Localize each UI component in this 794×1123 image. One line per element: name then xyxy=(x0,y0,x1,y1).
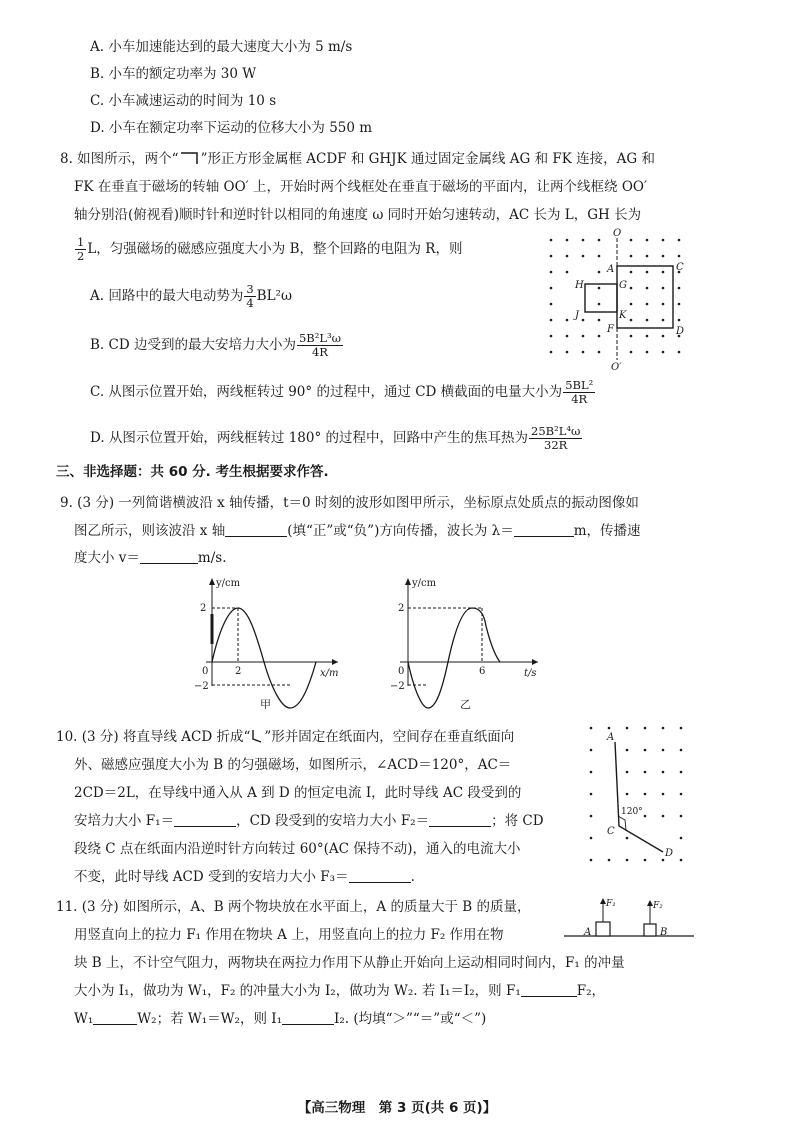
jia-xlabel: x/m xyxy=(320,668,339,679)
wire-label-c: C xyxy=(607,826,615,837)
jia-ylabel: y/cm xyxy=(216,578,241,589)
block-label-b: B xyxy=(660,927,668,938)
q8-option-a: A. 回路中的最大电动势为 $\frac{3}{4}$ BL²ω xyxy=(90,282,292,310)
force-label-f2: F₂ xyxy=(653,901,663,911)
q7-option-a: A. 小车加速能达到的最大速度大小为 5 m/s xyxy=(90,39,353,55)
jia-x-tick: 2 xyxy=(235,666,242,677)
bent-wire-acd xyxy=(615,742,663,852)
q10-wire-figure xyxy=(585,720,690,880)
q10-stem-line3: 2CD＝2L，在导线中通入从 A 到 D 的恒定电流 I，此时导线 AC 段受到的 xyxy=(74,785,522,801)
q8-half-fraction: $\frac{1}{2}$ xyxy=(77,235,85,263)
jia-y-neg: −2 xyxy=(194,681,209,692)
label-k: K xyxy=(619,310,627,321)
q10-stem-line5: 段绕 C 点在纸面内沿逆时针方向转过 60°(AC 保持不动)，通入的电流大小 xyxy=(74,841,521,857)
magnetic-field-dots xyxy=(550,239,681,354)
q10-stem-line4: 安培力大小 F₁＝ ，CD 段受到的安培力大小 F₂＝ ；将 CD xyxy=(74,813,544,829)
q8-loops-figure xyxy=(545,226,695,370)
q10-blank-f1[interactable] xyxy=(174,812,236,827)
yi-xlabel: t/s xyxy=(524,668,537,679)
q7-option-b: B. 小车的额定功率为 30 W xyxy=(90,66,257,82)
q8-option-d-fraction: $\frac{\text{25B²L⁴ω}}{32R}$ xyxy=(531,424,581,452)
q9-wave-figure-jia xyxy=(190,574,350,714)
q9-blank-speed[interactable] xyxy=(140,549,198,564)
q10-blank-f2[interactable] xyxy=(429,812,491,827)
jia-wave-curve xyxy=(212,608,316,708)
yi-vibration-curve xyxy=(408,608,500,708)
q8-option-b: B. CD 边受到的最大安培力大小为 $\frac{\text{5B²L³ω}}{4R}$ xyxy=(90,331,341,359)
force-label-f1: F₁ xyxy=(606,899,616,909)
wire-angle-label: 120° xyxy=(621,807,643,817)
q10-stem-line2: 外、磁感应强度大小为 B 的匀强磁场，如图所示，∠ACD＝120°，AC＝ xyxy=(74,757,512,773)
block-label-a: A xyxy=(584,927,592,938)
q8-option-c-fraction: $\frac{\text{5BL²}}{4R}$ xyxy=(565,378,594,406)
section-3-header: 三、非选择题：共 60 分. 考生根据要求作答. xyxy=(56,464,329,480)
q11-stem-line4: 大小为 I₁，做功为 W₁，F₂ 的冲量大小为 I₂，做功为 W₂. 若 I₁＝I₂，则 F₁ F₂， xyxy=(74,983,606,999)
bracket-shape-icon xyxy=(179,151,201,165)
jia-y-pos: 2 xyxy=(200,603,207,614)
q8-stem-line1 xyxy=(60,150,655,168)
q8-option-b-fraction: $\frac{\text{5B²L³ω}}{4R}$ xyxy=(298,331,341,359)
q7-option-c: C. 小车减速运动的时间为 10 s xyxy=(90,93,277,109)
q8-option-d: D. 从图示位置开始，两线框转过 180° 的过程中，回路中产生的焦耳热为 $\frac{\text{25B²L⁴ω}}{32R}$ xyxy=(90,424,581,452)
label-f: F xyxy=(607,324,614,335)
q11-blank-i-compare[interactable] xyxy=(282,1010,334,1025)
yi-y-pos: 2 xyxy=(398,603,405,614)
q8-stem-line1-b: ”形正方形金属框 ACDF 和 GHJK 通过固定金属线 AG 和 FK 连接，AG 和 xyxy=(200,151,655,167)
label-h: H xyxy=(575,280,584,291)
yi-ylabel: y/cm xyxy=(412,578,437,589)
jia-origin: 0 xyxy=(202,666,209,677)
q9-stem-line2: 图乙所示，则该波沿 x 轴 (填“正”或“负”)方向传播，波长为 λ＝ m，传播速 xyxy=(74,523,641,539)
q8-stem-line1-a: 8. 如图所示，两个“ xyxy=(60,151,179,167)
q8-stem-line4-text: L，匀强磁场的磁感应强度大小为 B，整个回路的电阻为 R，则 xyxy=(87,241,463,257)
q11-stem-line3: 块 B 上，不计空气阻力，两物块在两拉力作用下从静止开始向上运动相同时间内，F₁ 的冲量 xyxy=(74,955,625,971)
label-a: A xyxy=(607,264,615,275)
q10-stem-line6: 不变，此时导线 ACD 受到的安培力大小 F₃＝ . xyxy=(74,869,415,885)
block-a xyxy=(596,922,610,936)
jia-caption: 甲 xyxy=(260,698,271,711)
q8-stem-line2: FK 在垂直于磁场的转轴 OO′ 上，开始时两个线框处在垂直于磁场的平面内，让两个线框绕 OO′ xyxy=(74,179,648,195)
q8-stem-line3: 轴分别沿(俯视看)顺时针和逆时针以相同的角速度 ω 同时开始匀速转动，AC 长为 L，GH 长为 xyxy=(74,207,642,223)
q11-stem-line5: W₁ W₂；若 W₁＝W₂，则 I₁ I₂. (均填“＞”“＝”或“＜”) xyxy=(74,1011,487,1027)
page-footer: 【高三物理 第 3 页(共 6 页)】 xyxy=(297,1100,497,1116)
q11-blocks-figure xyxy=(562,892,698,944)
q11-blank-f-compare[interactable] xyxy=(521,982,577,997)
q7-option-d: D. 小车在额定功率下运动的位移大小为 550 m xyxy=(90,120,373,136)
label-o: O xyxy=(613,228,622,239)
q9-blank-wavelength[interactable] xyxy=(514,522,574,537)
yi-caption: 乙 xyxy=(460,698,471,711)
label-g: G xyxy=(619,280,627,291)
label-o-prime: O′ xyxy=(611,362,622,370)
q8-option-c: C. 从图示位置开始，两线框转过 90° 的过程中，通过 CD 横截面的电量大小为 $\frac{\text{5BL²}}{4R}$ xyxy=(90,378,594,406)
q11-stem-line1: 11. (3 分) 如图所示，A、B 两个物块放在水平面上，A 的质量大于 B 的质量， xyxy=(56,899,531,915)
q9-blank-direction[interactable] xyxy=(225,522,287,537)
q10-stem-line1: 10. (3 分) 将直导线 ACD 折成“ ”形并固定在纸面内，空间存在垂直纸面向 xyxy=(56,729,515,745)
q8-option-a-fraction: $\frac{3}{4}$ xyxy=(246,282,254,310)
label-j: J xyxy=(575,310,580,321)
q10-blank-f3[interactable] xyxy=(349,868,411,883)
magnetic-field-dots xyxy=(590,727,683,862)
bent-wire-shape-icon xyxy=(250,729,264,743)
wire-label-a: A xyxy=(607,732,615,743)
q8-stem-line4 xyxy=(74,236,462,263)
q11-blank-w-compare[interactable] xyxy=(93,1010,137,1025)
q9-vibration-figure-yi xyxy=(390,574,550,714)
yi-y-neg: −2 xyxy=(390,681,405,692)
yi-x-tick: 6 xyxy=(479,666,486,677)
label-c: C xyxy=(676,262,684,273)
loop-ghjk xyxy=(585,284,617,312)
block-b xyxy=(644,924,656,936)
wire-label-d: D xyxy=(665,848,674,859)
q11-stem-line2: 用竖直向上的拉力 F₁ 作用在物块 A 上，用竖直向上的拉力 F₂ 作用在物 xyxy=(74,927,504,943)
label-d: D xyxy=(676,326,685,337)
yi-origin: 0 xyxy=(398,666,405,677)
q9-stem-line1: 9. (3 分) 一列简谐横波沿 x 轴传播，t＝0 时刻的波形如图甲所示，坐标原点处质点的振动图像如 xyxy=(60,495,639,511)
q9-stem-line3: 度大小 v＝ m/s. xyxy=(74,550,227,566)
